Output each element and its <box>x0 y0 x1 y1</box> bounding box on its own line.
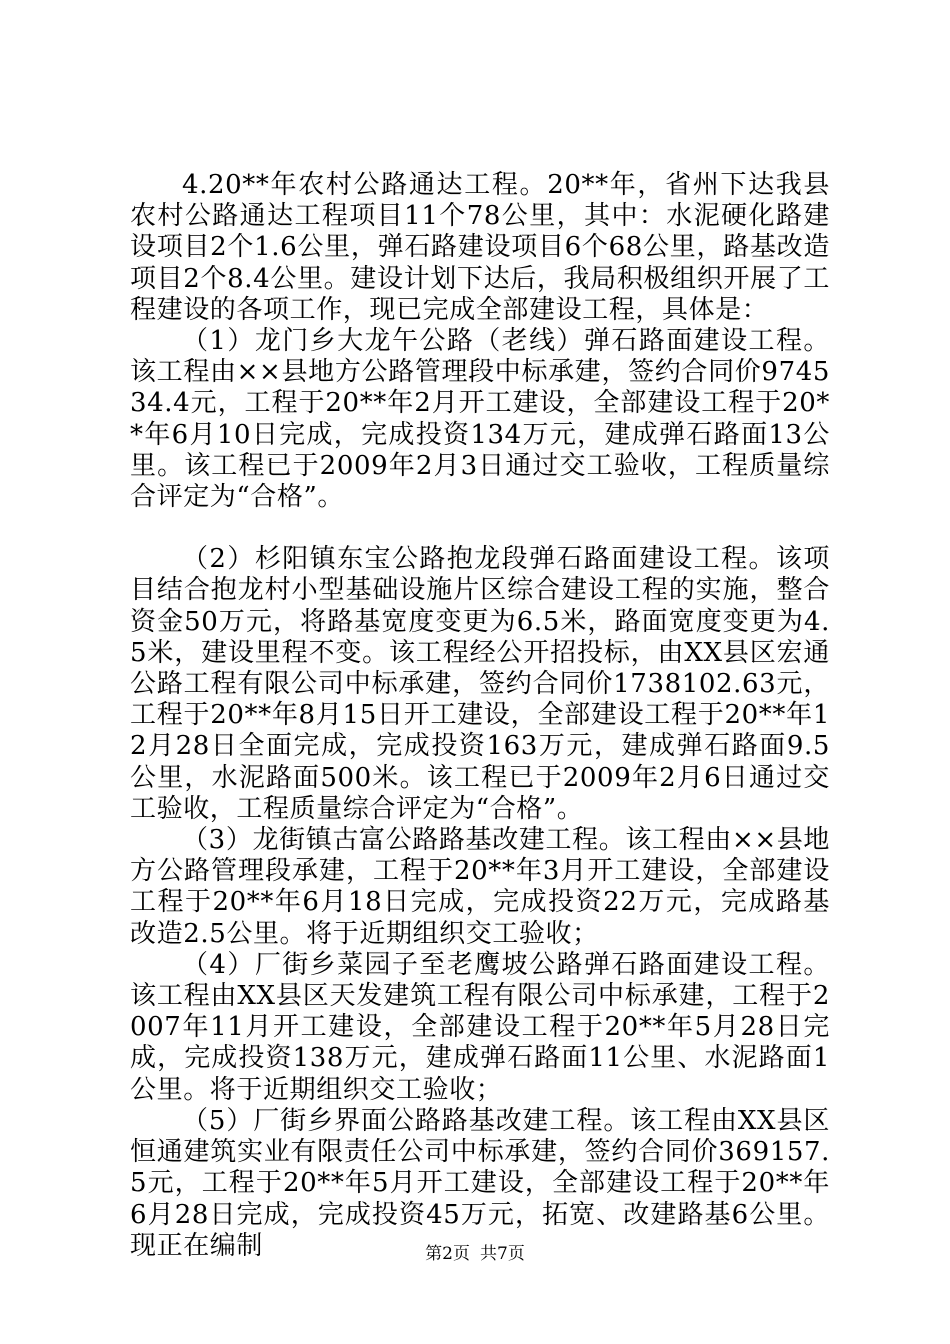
page-total: 共7页 <box>480 1244 525 1264</box>
page-number: 第2页 <box>425 1244 470 1264</box>
paragraph-intro: 4.20**年农村公路通达工程。20**年，省州下达我县农村公路通达工程项目11个78公里，其中：水泥硬化路建设项目2个1.6公里，弹石路建设项目6个68公里，路基改造项目2个8.4公里。建设计划下达后，我局积极组织开展了工程建设的各项工作，现已完成全部建设工程，具体是： <box>130 170 830 325</box>
paragraph-item-1: （1）龙门乡大龙午公路（老线）弹石路面建设工程。该工程由××县地方公路管理段中标承建，签约合同价974534.4元，工程于20**年2月开工建设，全部建设工程于20**年6月10日完成，完成投资134万元，建成弹石路面13公里。该工程已于2009年2月3日通过交工验收，工程质量综合评定为“合格”。 <box>130 326 830 513</box>
page-footer <box>0 1244 950 1264</box>
paragraph-item-3: （3）龙街镇古富公路路基改建工程。该工程由××县地方公路管理段承建，工程于20**年3月开工建设，全部建设工程于20**年6月18日完成，完成投资22万元，完成路基改造2.5公里。将于近期组织交工验收； <box>130 825 830 949</box>
paragraph-item-2: （2）杉阳镇东宝公路抱龙段弹石路面建设工程。该项目结合抱龙村小型基础设施片区综合建设工程的实施，整合资金50万元，将路基宽度变更为6.5米，路面宽度变更为4.5米，建设里程不变。该工程经公开招投标，由XX县区宏通公路工程有限公司中标承建，签约合同价1738102.63元，工程于20**年8月15日开工建设，全部建设工程于20**年12月28日全面完成，完成投资163万元，建成弹石路面9.5公里，水泥路面500米。该工程已于2009年2月6日通过交工验收，工程质量综合评定为“合格”。 <box>130 544 830 824</box>
paragraph-item-4: （4）厂街乡菜园子至老鹰坡公路弹石路面建设工程。该工程由XX县区天发建筑工程有限公司中标承建，工程于2007年11月开工建设，全部建设工程于20**年5月28日完成，完成投资138万元，建成弹石路面11公里、水泥路面1公里。将于近期组织交工验收； <box>130 949 830 1105</box>
paragraph-item-5: （5）厂街乡界面公路路基改建工程。该工程由XX县区恒通建筑实业有限责任公司中标承建，签约合同价369157.5元，工程于20**年5月开工建设，全部建设工程于20**年6月28日完成，完成投资45万元，拓宽、改建路基6公里。现正在编制 <box>130 1105 830 1261</box>
document-body <box>130 170 830 1262</box>
